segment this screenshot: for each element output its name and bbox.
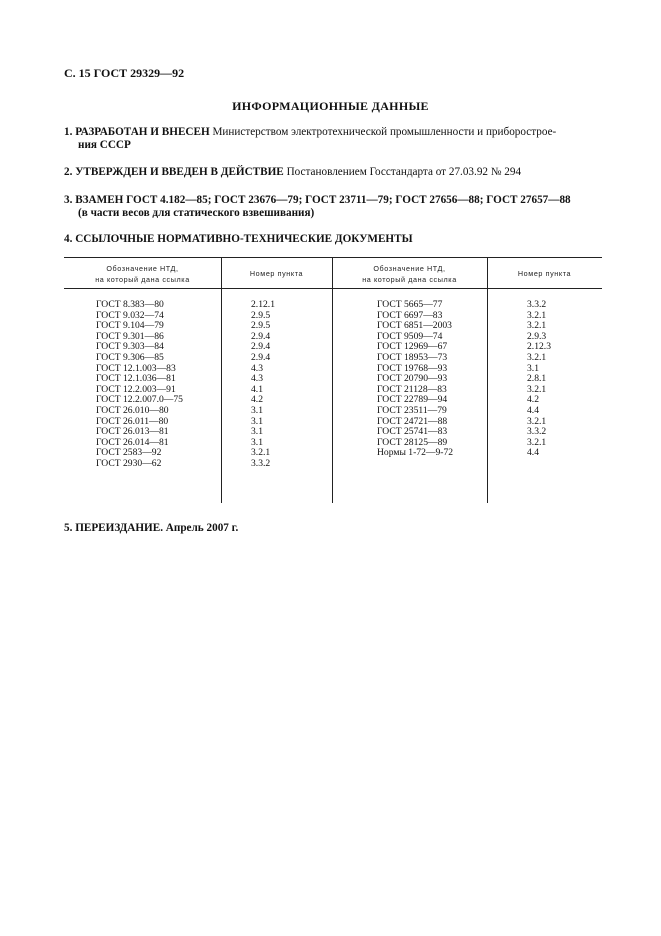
- table-cell: ГОСТ 18953—73: [377, 351, 448, 363]
- table-cell: Нормы 1-72—9-72: [377, 447, 454, 459]
- table-cell: ГОСТ 22789—94: [377, 394, 448, 406]
- table-cell: ГОСТ 5665—77: [377, 299, 443, 310]
- table-cell: 2.9.5: [251, 309, 271, 321]
- item-replaces-lead: 3. ВЗАМЕН ГОСТ 4.182—85; ГОСТ 23676—79; ГОСТ 23711—79; ГОСТ 27656—88; ГОСТ 27657—88: [64, 194, 571, 206]
- table-cell: ГОСТ 9.306—85: [96, 351, 164, 363]
- item-approved-text: Постановлением Госстандарта от 27.03.92 № 294: [283, 166, 522, 178]
- table-cell: ГОСТ 26.013—81: [96, 426, 169, 438]
- page-title: ИНФОРМАЦИОННЫЕ ДАННЫЕ: [232, 99, 429, 113]
- item-developed: [64, 126, 604, 152]
- table-cell: 3.2.1: [527, 436, 547, 448]
- header-ntd-left-line2: на который дана ссылка: [95, 275, 190, 284]
- table-cell: 4.2: [251, 394, 263, 406]
- table-cell: 2.9.5: [251, 320, 271, 332]
- item-developed-text: Министерством электротехнической промышленности и приборострое-: [209, 126, 557, 138]
- table-cell: ГОСТ 20790—93: [377, 373, 448, 385]
- right-points-column: [527, 300, 551, 459]
- table-cell: 3.1: [251, 426, 263, 438]
- table-cell: 3.3.2: [527, 299, 547, 310]
- table-cell: 2.12.3: [527, 341, 551, 353]
- table-cell: ГОСТ 12.1.036—81: [96, 373, 176, 385]
- table-header-rule: [64, 288, 602, 289]
- table-cell: 3.2.1: [527, 320, 547, 332]
- item-developed-cont: ния СССР: [78, 139, 131, 151]
- table-cell: ГОСТ 8.383—80: [96, 299, 164, 310]
- references-table: [64, 257, 602, 503]
- header-point-right: Номер пункта: [517, 269, 572, 278]
- table-cell: 2.9.4: [251, 341, 271, 353]
- table-cell: 4.4: [527, 447, 539, 459]
- table-cell: ГОСТ 25741—83: [377, 426, 448, 438]
- table-cell: ГОСТ 26.011—80: [96, 415, 169, 427]
- table-cell: ГОСТ 9.032—74: [96, 309, 164, 321]
- table-cell: 2.9.4: [251, 351, 271, 363]
- table-cell: 3.3.2: [251, 457, 271, 469]
- header-ntd-left-line1: Обозначение НТД,: [106, 264, 179, 273]
- item-developed-lead: 1. РАЗРАБОТАН И ВНЕСЕН: [64, 126, 210, 138]
- table-cell: ГОСТ 19768—93: [377, 362, 448, 374]
- table-cell: ГОСТ 6697—83: [377, 309, 443, 321]
- header-ntd-left: [64, 263, 221, 285]
- header-ntd-right-line1: Обозначение НТД,: [373, 264, 446, 273]
- table-cell: 3.1: [251, 436, 263, 448]
- table-cell: 3.1: [251, 415, 263, 427]
- table-cell: ГОСТ 12969—67: [377, 341, 448, 353]
- table-divider-2: [332, 257, 333, 503]
- table-cell: 3.2.1: [527, 415, 547, 427]
- table-cell: 3.3.2: [527, 426, 547, 438]
- left-points-column: [251, 300, 275, 470]
- table-cell: ГОСТ 12.2.007.0—75: [96, 394, 183, 406]
- table-cell: ГОСТ 12.2.003—91: [96, 383, 176, 395]
- table-cell: 2.8.1: [527, 373, 547, 385]
- item-references-heading: 4. ССЫЛОЧНЫЕ НОРМАТИВНО-ТЕХНИЧЕСКИЕ ДОКУМЕНТЫ: [64, 233, 413, 245]
- table-cell: ГОСТ 26.010—80: [96, 404, 169, 416]
- table-cell: ГОСТ 28125—89: [377, 436, 448, 448]
- item-approved-lead: 2. УТВЕРЖДЕН И ВВЕДЕН В ДЕЙСТВИЕ: [64, 166, 284, 178]
- table-cell: ГОСТ 9509—74: [377, 330, 443, 342]
- table-cell: 4.3: [251, 373, 263, 385]
- table-cell: ГОСТ 9.303—84: [96, 341, 164, 353]
- table-cell: 3.1: [251, 404, 263, 416]
- table-cell: ГОСТ 24721—88: [377, 415, 448, 427]
- table-cell: ГОСТ 9.301—86: [96, 330, 164, 342]
- table-cell: 3.2.1: [527, 351, 547, 363]
- table-cell: 2.9.3: [527, 330, 547, 342]
- item-replaces-cont: (в части весов для статического взвешивания): [78, 207, 315, 219]
- table-cell: ГОСТ 21128—83: [377, 383, 447, 395]
- table-cell: ГОСТ 9.104—79: [96, 320, 164, 332]
- right-docs-column: [377, 300, 453, 459]
- table-cell: 3.1: [527, 362, 539, 374]
- table-cell: 4.3: [251, 362, 263, 374]
- table-cell: ГОСТ 2930—62: [96, 457, 162, 469]
- table-cell: 4.2: [527, 394, 539, 406]
- table-cell: 4.1: [251, 383, 263, 395]
- table-cell: 2.9.4: [251, 330, 271, 342]
- item-approved: [64, 166, 604, 179]
- table-cell: 3.2.1: [251, 447, 271, 459]
- header-ntd-right: [332, 263, 487, 285]
- table-cell: 2.12.1: [251, 299, 275, 310]
- header-point-left: Номер пункта: [249, 269, 304, 278]
- table-top-rule: [64, 257, 602, 258]
- table-cell: ГОСТ 2583—92: [96, 447, 162, 459]
- table-cell: ГОСТ 6851—2003: [377, 320, 452, 332]
- table-cell: 4.4: [527, 404, 539, 416]
- table-cell: ГОСТ 23511—79: [377, 404, 447, 416]
- table-divider-1: [221, 257, 222, 503]
- table-cell: 3.2.1: [527, 309, 547, 321]
- left-docs-column: [96, 300, 183, 470]
- table-cell: ГОСТ 26.014—81: [96, 436, 169, 448]
- item-replaces: [64, 194, 604, 220]
- header-ntd-right-line2: на который дана ссылка: [362, 275, 457, 284]
- item-reissue: 5. ПЕРЕИЗДАНИЕ. Апрель 2007 г.: [64, 522, 239, 534]
- table-cell: ГОСТ 12.1.003—83: [96, 362, 176, 374]
- table-cell: 3.2.1: [527, 383, 547, 395]
- table-divider-3: [487, 257, 488, 503]
- page-header: С. 15 ГОСТ 29329—92: [64, 66, 185, 80]
